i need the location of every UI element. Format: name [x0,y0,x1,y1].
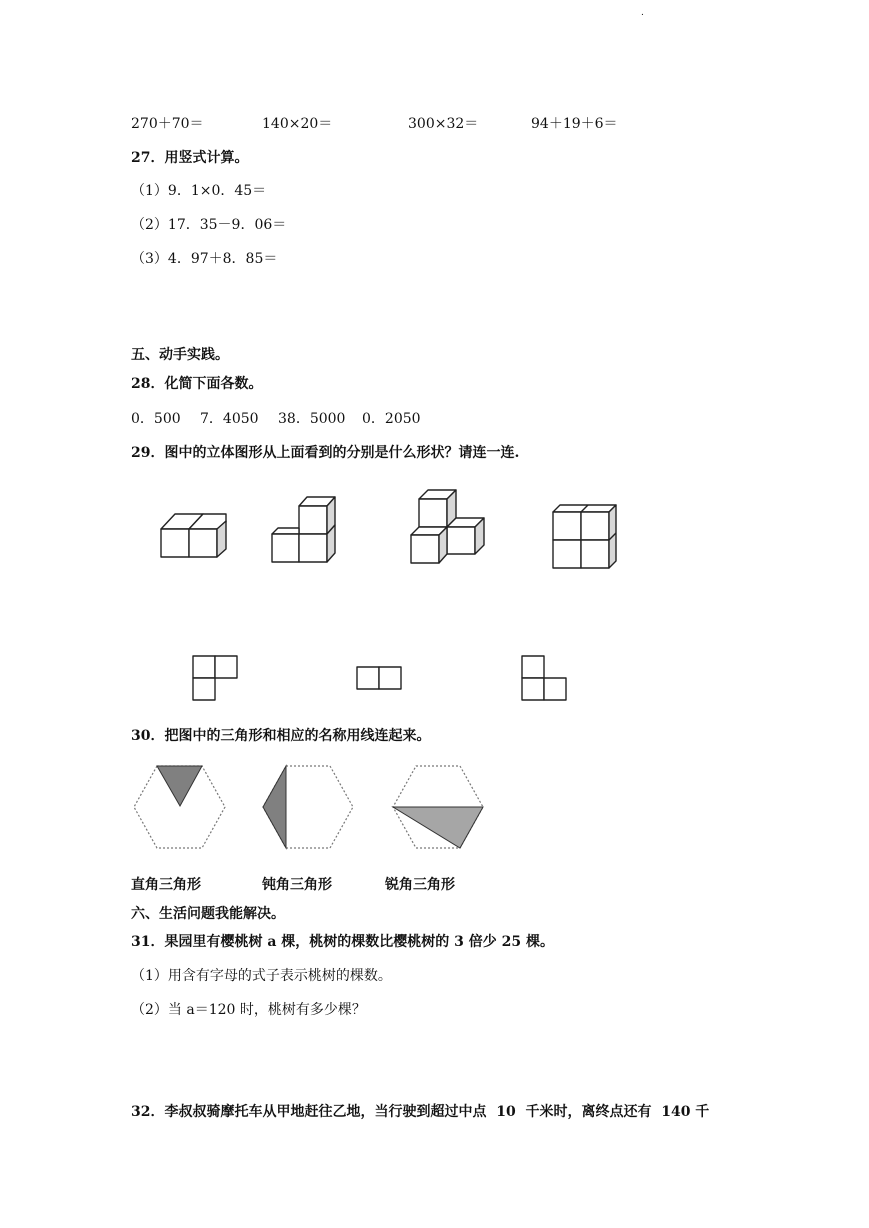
solid-figure-1 [161,514,226,557]
q28-number-3: 38．5000 [278,411,346,427]
q27-title: 27．用竖式计算。 [131,150,249,166]
q31-title: 31．果园里有樱桃树 a 棵，桃树的棵数比樱桃树的 3 倍少 25 棵。 [131,934,555,950]
q27-item-2: （2）17．35－9．06＝ [131,217,287,233]
calc-item-4: 94＋19＋6＝ [531,116,618,132]
q27-item-1: （1）9．1×0．45＝ [131,183,267,199]
q28-number-1: 0．500 [131,411,181,427]
triangle-label-obtuse: 钝角三角形 [262,877,332,893]
hexagon-figure-3 [393,766,483,848]
section-5-heading: 五、动手实践。 [131,347,229,363]
q30-title: 30．把图中的三角形和相应的名称用线连起来。 [131,728,431,744]
q27-item-3: （3）4．97＋8．85＝ [131,251,278,267]
hexagon-figure-2 [263,766,353,848]
q32-title: 32．李叔叔骑摩托车从甲地赶往乙地，当行驶到超过中点 10 千米时，离终点还有 140 千 [131,1104,710,1120]
top-view-3 [522,656,566,700]
calc-item-1: 270＋70＝ [131,116,204,132]
calc-item-2: 140×20＝ [262,116,333,132]
q28-number-4: 0．2050 [362,411,421,427]
solid-figure-4 [553,505,616,568]
section-6-heading: 六、生活问题我能解决。 [131,906,285,922]
q31-item-1: （1）用含有字母的式子表示桃树的棵数。 [131,968,392,984]
top-view-2 [357,667,401,689]
q29-title: 29．图中的立体图形从上面看到的分别是什么形状？请连一连. [131,445,520,461]
hexagon-figure-1 [134,766,225,848]
q28-number-2: 7．4050 [200,411,259,427]
q31-item-2: （2）当 a＝120 时，桃树有多少棵？ [131,1002,366,1018]
triangle-label-right: 直角三角形 [131,877,201,893]
top-view-1 [193,656,237,700]
triangle-label-acute: 锐角三角形 [385,877,455,893]
solid-figure-2 [272,497,335,562]
solid-figure-3 [411,490,484,563]
calc-item-3: 300×32＝ [408,116,479,132]
q28-title: 28．化简下面各数。 [131,376,263,392]
page-mark: . [641,8,644,18]
